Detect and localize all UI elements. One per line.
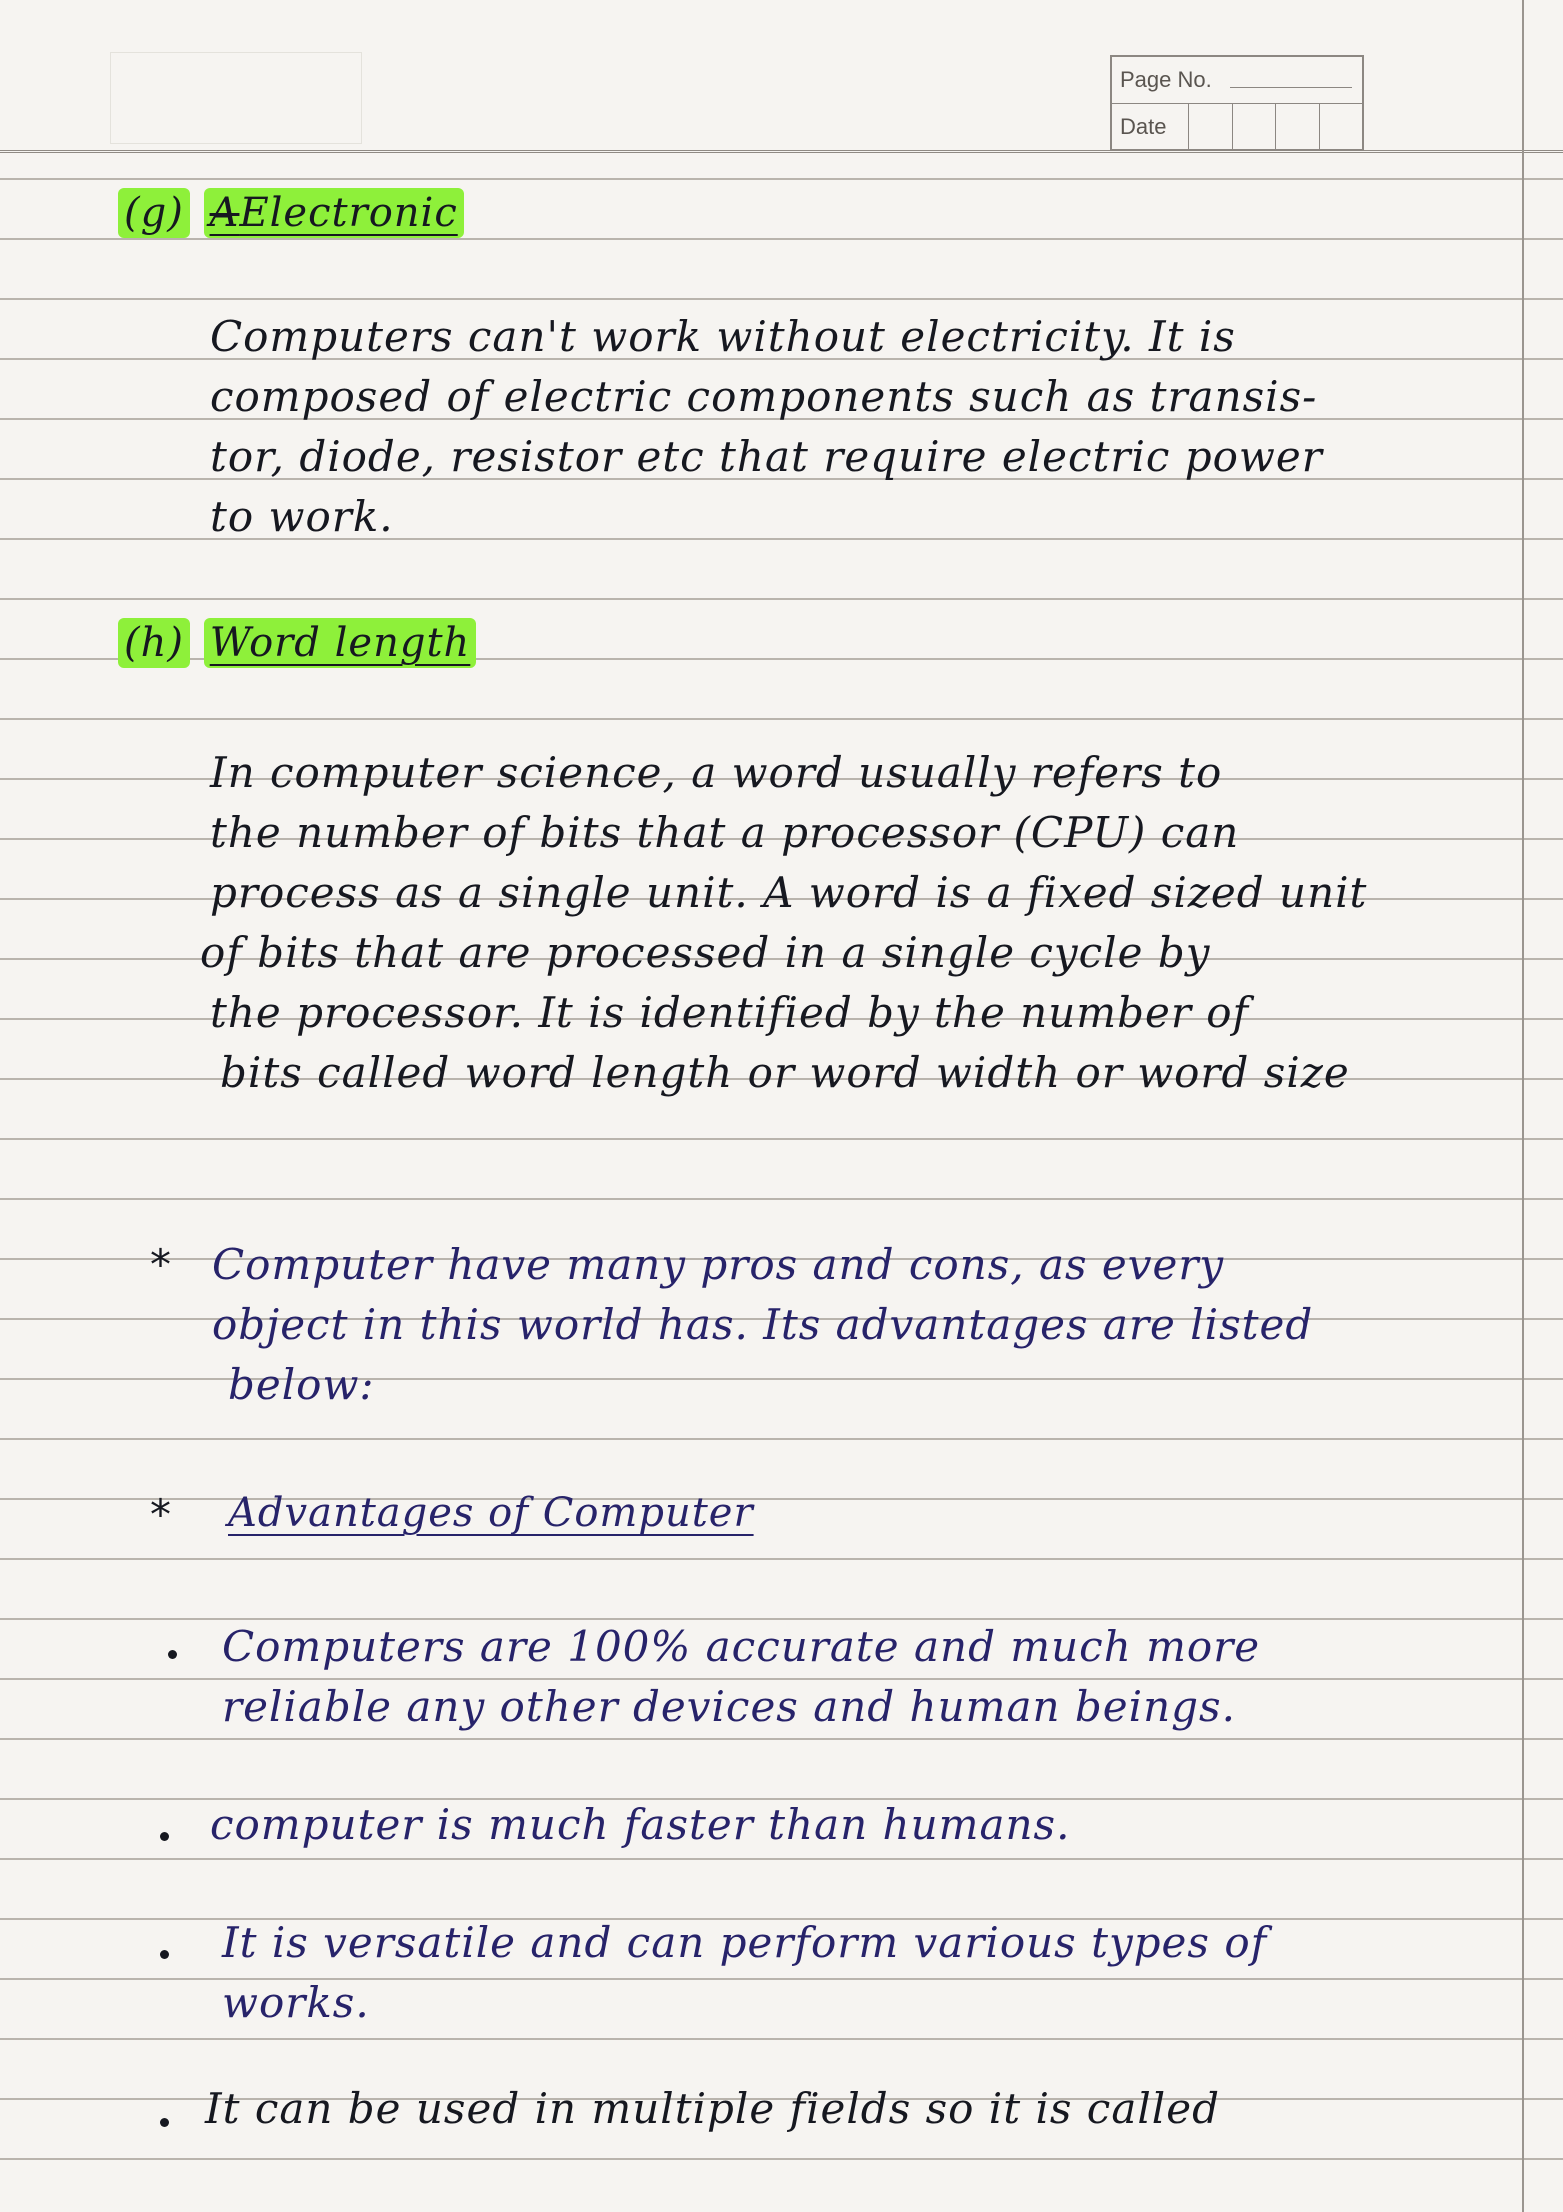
advantage-1-line-2: reliable any other devices and human beings. bbox=[222, 1682, 1236, 1731]
page-date-box bbox=[1110, 55, 1364, 151]
advantage-3-line-1: It is versatile and can perform various types of bbox=[222, 1918, 1268, 1967]
bleed-through-box bbox=[110, 52, 362, 144]
advantage-2-line-1: computer is much faster than humans. bbox=[210, 1800, 1071, 1849]
page-no-label: Page No. bbox=[1120, 67, 1212, 92]
section-g-line-1: Computers can't work without electricity. It is bbox=[210, 312, 1236, 361]
margin-line bbox=[1522, 0, 1524, 2212]
advantage-3-line-2: works. bbox=[222, 1978, 370, 2027]
section-g-title: Electronic bbox=[239, 190, 458, 236]
intro-star: * bbox=[150, 1240, 172, 1289]
advantage-bullet-3 bbox=[160, 1950, 169, 1959]
section-h-line-1: In computer science, a word usually refers to bbox=[210, 748, 1223, 797]
section-g-line-2: composed of electric components such as transis- bbox=[210, 372, 1318, 421]
section-g-line-4: to work. bbox=[210, 492, 394, 541]
section-h-line-6: bits called word length or word width or word size bbox=[220, 1048, 1350, 1097]
page-no-blank bbox=[1230, 87, 1352, 88]
date-label: Date bbox=[1120, 114, 1167, 139]
section-h-line-4: of bits that are processed in a single cycle by bbox=[200, 928, 1211, 977]
advantage-bullet-2 bbox=[160, 1832, 169, 1841]
section-g-marker: (g) bbox=[118, 188, 190, 238]
advantage-4-line-1: It can be used in multiple fields so it is called bbox=[205, 2084, 1220, 2133]
section-h-title: Word length bbox=[204, 618, 477, 668]
advantage-1-line-1: Computers are 100% accurate and much more bbox=[222, 1622, 1261, 1671]
date-row bbox=[1112, 104, 1362, 150]
section-h-line-2: the number of bits that a processor (CPU) can bbox=[210, 808, 1240, 857]
section-h-line-3: process as a single unit. A word is a fixed sized unit bbox=[210, 868, 1368, 917]
advantage-bullet-1 bbox=[168, 1650, 177, 1659]
intro-line-1: Computer have many pros and cons, as every bbox=[212, 1240, 1225, 1289]
page-no-row bbox=[1112, 57, 1362, 104]
date-cells bbox=[1188, 104, 1362, 150]
advantages-title: Advantages of Computer bbox=[228, 1490, 754, 1536]
intro-line-2: object in this world has. Its advantages are listed bbox=[212, 1300, 1314, 1349]
section-g-heading bbox=[118, 190, 464, 236]
advantage-bullet-4 bbox=[160, 2118, 169, 2127]
section-h-line-5: the processor. It is identified by the number of bbox=[210, 988, 1250, 1037]
section-g-line-3: tor, diode, resistor etc that require electric power bbox=[210, 432, 1323, 481]
section-g-title-wrap bbox=[204, 188, 464, 238]
intro-line-3: below: bbox=[228, 1360, 375, 1409]
section-g-struck: A bbox=[209, 190, 240, 236]
section-h-marker: (h) bbox=[118, 618, 190, 668]
section-h-heading bbox=[118, 620, 476, 666]
advantages-star: * bbox=[150, 1490, 172, 1539]
